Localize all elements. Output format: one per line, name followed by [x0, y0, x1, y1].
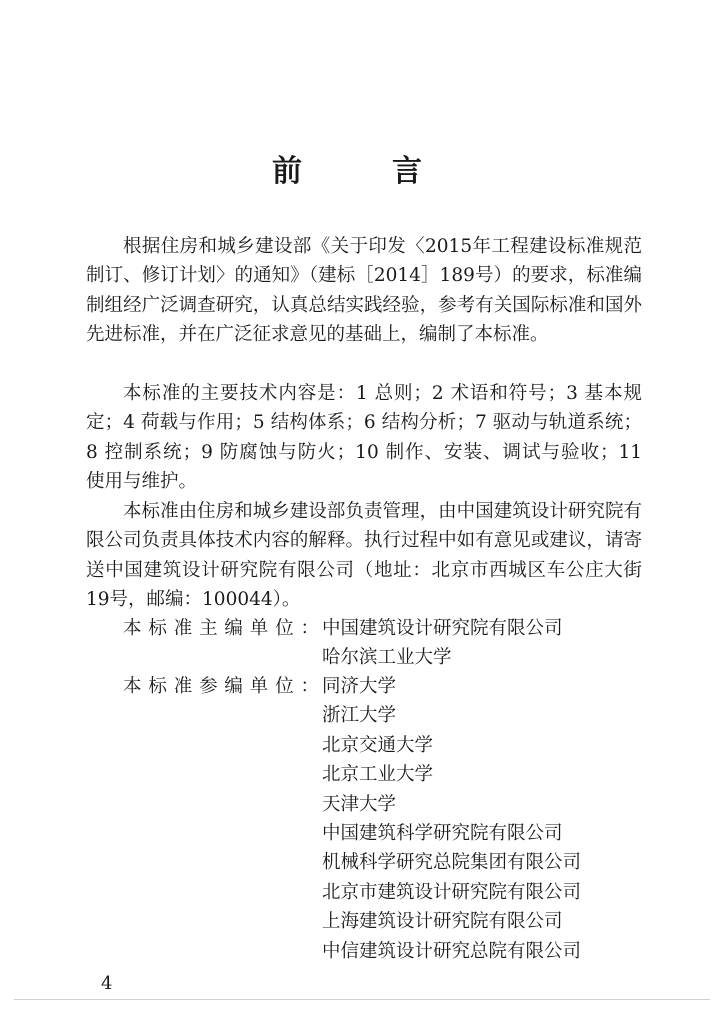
participating-unit-item: 同济大学: [322, 676, 397, 697]
participating-unit-item: 中国建筑科学研究院有限公司: [322, 823, 563, 845]
chief-units-label: 本标准主编单位：: [123, 618, 319, 639]
page-number: 4: [101, 973, 113, 994]
chief-units-list: [322, 614, 563, 673]
chief-unit-item: 中国建筑设计研究院有限公司: [322, 618, 563, 639]
participating-units-label: 本标准参编单位：: [123, 676, 319, 697]
participating-unit-item: 机械科学研究总院集团有限公司: [322, 852, 582, 874]
paragraph-technical-contents: 本标准的主要技术内容是：1 总则；2 术语和符号；3 基本规定；4 荷载与作用；5 结构体系；6 结构分析；7 驱动与轨道系统；8 控制系统；9 防腐蚀与防火；10 制作、安装、调试与验收；11 使用与维护。: [86, 383, 642, 493]
participating-unit-item: 浙江大学: [322, 705, 397, 727]
participating-units-list: [322, 672, 581, 966]
footer-divider: [14, 999, 710, 1000]
participating-unit-item: 北京交通大学: [322, 734, 434, 756]
paragraph-basis: 根据住房和城乡建设部《关于印发〈2015年工程建设标准规范制订、修订计划〉的通知》（建标［2014］189号）的要求，标准编制组经广泛调查研究，认真总结实践经验，参考有关国际标准和国外先进标准，并在广泛征求意见的基础上，编制了本标准。: [86, 236, 642, 346]
page-title: 前 言: [272, 154, 452, 189]
participating-unit-item: 北京工业大学: [322, 764, 434, 786]
participating-unit-item: 天津大学: [322, 793, 397, 815]
paragraph-management: 本标准由住房和城乡建设部负责管理，由中国建筑设计研究院有限公司负责具体技术内容的解释。执行过程中如有意见或建议，请寄送中国建筑设计研究院有限公司（地址：北京市西城区车公庄大街19号，邮编：100044）。: [86, 501, 642, 611]
participating-unit-item: 中信建筑设计研究总院有限公司: [322, 940, 582, 962]
participating-unit-item: 上海建筑设计研究院有限公司: [322, 911, 563, 933]
participating-unit-item: 北京市建筑设计研究院有限公司: [322, 881, 582, 903]
chief-unit-item: 哈尔滨工业大学: [322, 647, 452, 669]
